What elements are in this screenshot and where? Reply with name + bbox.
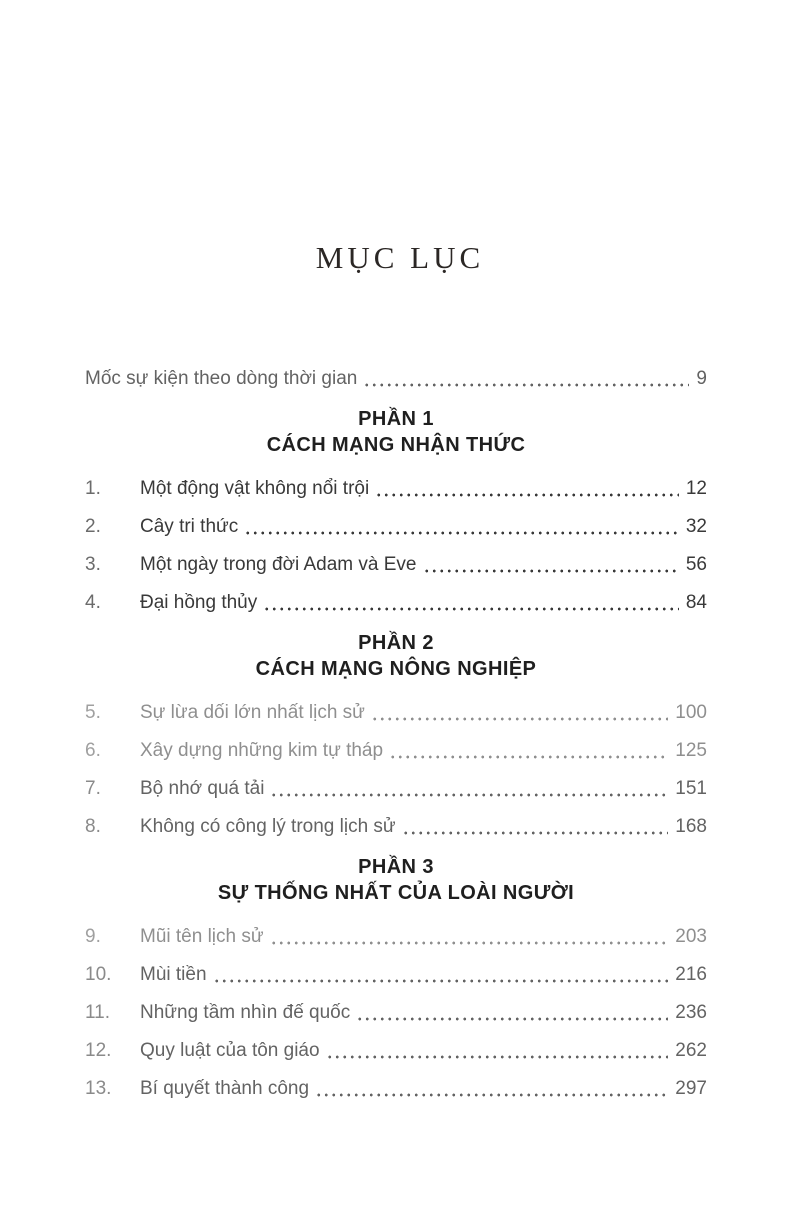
section-title: SỰ THỐNG NHẤT CỦA LOÀI NGƯỜI: [217, 882, 575, 904]
toc-entry: [85, 694, 707, 732]
toc-entry-number: 4.: [85, 592, 101, 613]
toc-entry-page: 297: [675, 1078, 707, 1099]
section-part-label: PHẦN 2: [358, 632, 434, 654]
section-header: [35, 854, 757, 906]
toc-entry-number: 3.: [85, 554, 101, 575]
dot-leader: [371, 703, 668, 723]
dot-leader: [402, 817, 669, 837]
toc-entry-page: 32: [685, 516, 707, 537]
toc-entry-number: 6.: [85, 740, 101, 761]
toc-entry-number: 11.: [85, 1002, 111, 1023]
toc-entry-number: 2.: [85, 516, 101, 537]
toc-entry-page: 125: [675, 740, 707, 761]
section-part-label: PHẦN 1: [358, 408, 434, 430]
toc-entry: [85, 918, 707, 956]
toc-entry: [85, 994, 707, 1032]
toc-entry-page: 236: [675, 1002, 707, 1023]
dot-leader: [389, 741, 668, 761]
dot-leader: [213, 965, 669, 985]
toc-entry-page: 12: [685, 478, 707, 499]
toc-entry-page: 262: [675, 1040, 707, 1061]
section-part-label: PHẦN 3: [358, 856, 434, 878]
toc-entry-label: Một ngày trong đời Adam và Eve: [140, 554, 417, 575]
section-title: CÁCH MẠNG NÔNG NGHIỆP: [255, 658, 537, 680]
toc-entry: [85, 508, 707, 546]
dot-leader: [270, 779, 668, 799]
toc-entry-number: 5.: [85, 702, 101, 723]
toc-entry-label: Những tầm nhìn đế quốc: [140, 1002, 351, 1023]
toc-entry-label: Không có công lý trong lịch sử: [140, 816, 396, 837]
page-title: MỤC LỤC: [315, 240, 485, 275]
toc-entry: [85, 546, 707, 584]
toc-entry: [85, 770, 707, 808]
toc-entry: [85, 584, 707, 622]
toc-entry-page: 216: [675, 964, 707, 985]
toc-entry: [85, 956, 707, 994]
toc-entry-label: Mùi tiền: [140, 964, 207, 985]
toc-entry-label: Xây dựng những kim tự tháp: [140, 740, 384, 761]
toc-entry-label: Bộ nhớ quá tải: [140, 778, 265, 799]
toc-entry-label: Đại hồng thủy: [140, 592, 258, 613]
toc-entry-label: Cây tri thức: [140, 516, 239, 537]
toc-entry-label: Bí quyết thành công: [140, 1078, 310, 1099]
section-header: [35, 406, 757, 458]
dot-leader: [356, 1003, 668, 1023]
toc-entry: [85, 1032, 707, 1070]
toc-entry-label: Quy luật của tôn giáo: [140, 1040, 320, 1061]
toc-entry: [85, 470, 707, 508]
toc-entry: [85, 360, 707, 398]
toc-entry-number: 8.: [85, 816, 101, 837]
toc-entry-label: Một động vật không nổi trội: [140, 478, 370, 499]
toc-entry-label: Mốc sự kiện theo dòng thời gian: [85, 368, 358, 389]
toc-entry-page: 151: [675, 778, 707, 799]
dot-leader: [263, 593, 679, 613]
toc-entry-label: Sự lừa dối lớn nhất lịch sử: [140, 702, 365, 723]
toc-entry-label: Mũi tên lịch sử: [140, 926, 264, 947]
toc-entry-number: 1.: [85, 478, 101, 499]
toc-entry-page: 203: [675, 926, 707, 947]
dot-leader: [363, 369, 689, 389]
toc-entry-number: 7.: [85, 778, 101, 799]
toc-entry-page: 84: [685, 592, 707, 613]
section-header: [35, 630, 757, 682]
dot-leader: [244, 517, 679, 537]
toc-entry-page: 56: [685, 554, 707, 575]
toc-list: [85, 360, 707, 1108]
dot-leader: [315, 1079, 668, 1099]
dot-leader: [326, 1041, 669, 1061]
dot-leader: [375, 479, 679, 499]
toc-entry-number: 13.: [85, 1078, 112, 1099]
section-title: CÁCH MẠNG NHẬN THỨC: [266, 434, 526, 456]
toc-entry: [85, 732, 707, 770]
toc-entry-number: 12.: [85, 1040, 112, 1061]
toc-entry-page: 168: [675, 816, 707, 837]
toc-entry: [85, 1070, 707, 1108]
toc-entry-number: 10.: [85, 964, 112, 985]
toc-entry-page: 9: [696, 368, 707, 389]
toc-entry: [85, 808, 707, 846]
toc-entry-page: 100: [675, 702, 707, 723]
dot-leader: [270, 927, 669, 947]
dot-leader: [423, 555, 679, 575]
toc-entry-number: 9.: [85, 926, 101, 947]
